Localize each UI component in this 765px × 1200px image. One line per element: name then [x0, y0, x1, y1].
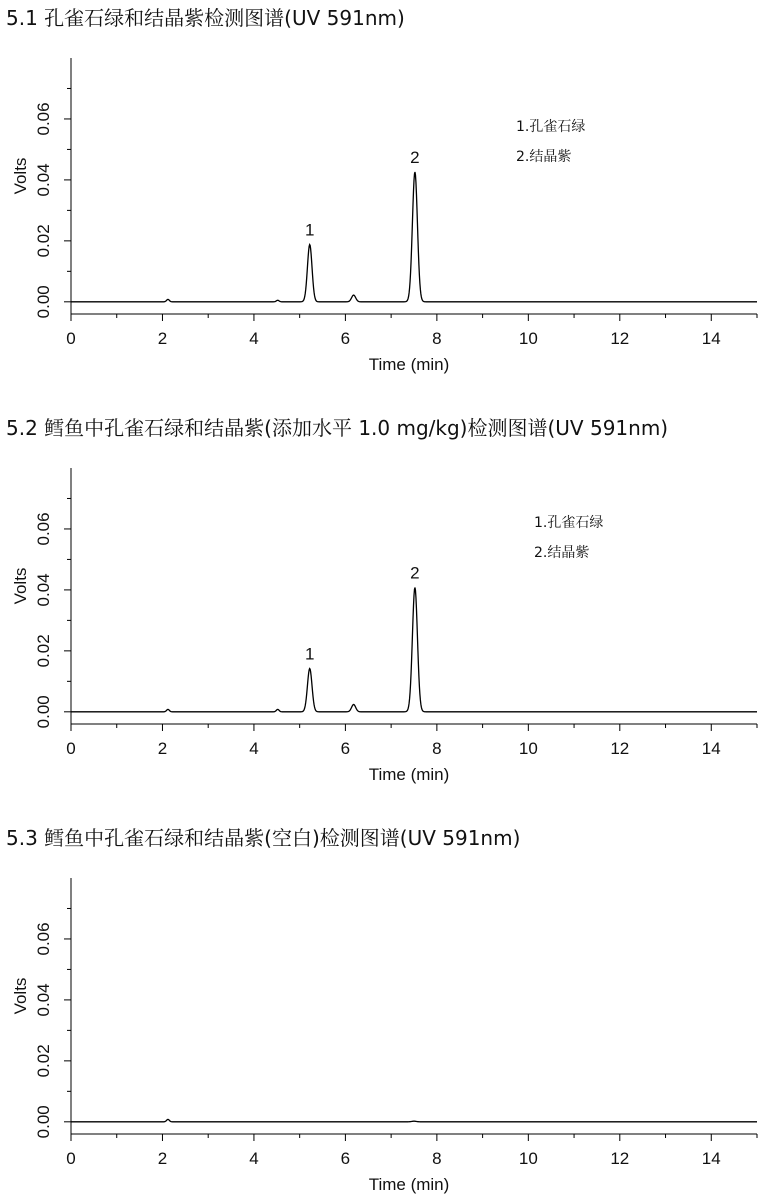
x-tick-label: 8 — [432, 1149, 442, 1168]
legend-item-malachite-green: 1.孔雀石绿 — [534, 515, 604, 531]
x-tick-label: 0 — [66, 329, 76, 348]
signal-trace — [71, 172, 757, 302]
x-axis-label: Time (min) — [368, 765, 450, 784]
x-axis-label: Time (min) — [368, 355, 450, 374]
x-tick-label: 10 — [518, 329, 538, 348]
y-tick-label: 0.00 — [34, 285, 53, 319]
y-tick-label: 0.04 — [34, 573, 53, 607]
x-tick-label: 2 — [157, 1149, 168, 1168]
peak-label: 1 — [304, 644, 315, 664]
x-tick-label: 14 — [701, 739, 721, 758]
chromatogram-chart — [0, 460, 765, 790]
y-tick-label: 0.02 — [34, 224, 53, 258]
y-axis-label: Volts — [11, 567, 30, 605]
signal-trace — [71, 588, 757, 712]
x-tick-label: 12 — [610, 739, 630, 758]
chromatogram-chart — [0, 50, 765, 380]
x-tick-label: 4 — [249, 329, 259, 348]
panel-title: 5.3 鳕鱼中孔雀石绿和结晶紫(空白)检测图谱(UV 591nm) — [6, 826, 521, 850]
x-tick-label: 6 — [340, 329, 351, 348]
y-tick-label: 0.04 — [34, 163, 53, 197]
x-tick-label: 4 — [249, 739, 259, 758]
panel-title: 5.2 鳕鱼中孔雀石绿和结晶紫(添加水平 1.0 mg/kg)检测图谱(UV 591nm) — [6, 416, 669, 440]
panel-title: 5.1 孔雀石绿和结晶紫检测图谱(UV 591nm) — [6, 6, 405, 30]
x-tick-label: 8 — [432, 739, 442, 758]
y-tick-label: 0.00 — [34, 695, 53, 729]
y-tick-label: 0.02 — [34, 1044, 53, 1078]
chromatogram-chart — [0, 870, 765, 1200]
y-tick-label: 0.06 — [34, 512, 53, 546]
legend — [534, 508, 603, 568]
x-tick-label: 10 — [518, 739, 538, 758]
x-tick-label: 6 — [340, 739, 351, 758]
y-axis-label: Volts — [11, 157, 30, 195]
x-tick-label: 2 — [157, 329, 168, 348]
y-tick-label: 0.02 — [34, 634, 53, 668]
x-tick-label: 12 — [610, 1149, 630, 1168]
peak-label: 2 — [410, 147, 420, 167]
x-tick-label: 4 — [249, 1149, 259, 1168]
y-tick-label: 0.06 — [34, 102, 53, 136]
signal-trace — [71, 1119, 757, 1121]
legend — [516, 112, 585, 172]
peak-label: 2 — [410, 563, 420, 583]
x-tick-label: 2 — [157, 739, 168, 758]
x-tick-label: 0 — [66, 1149, 76, 1168]
y-tick-label: 0.06 — [34, 922, 53, 956]
y-tick-label: 0.04 — [34, 983, 53, 1017]
x-tick-label: 12 — [610, 329, 630, 348]
x-tick-label: 6 — [340, 1149, 351, 1168]
x-tick-label: 14 — [701, 1149, 721, 1168]
legend-item-crystal-violet: 2.结晶紫 — [534, 545, 590, 561]
peak-label: 1 — [304, 220, 315, 240]
x-tick-label: 10 — [518, 1149, 538, 1168]
x-axis-label: Time (min) — [368, 1175, 450, 1194]
legend-item-malachite-green: 1.孔雀石绿 — [516, 119, 586, 135]
y-tick-label: 0.00 — [34, 1105, 53, 1139]
legend-item-crystal-violet: 2.结晶紫 — [516, 149, 572, 165]
x-tick-label: 14 — [701, 329, 721, 348]
y-axis-label: Volts — [11, 977, 30, 1015]
x-tick-label: 0 — [66, 739, 76, 758]
x-tick-label: 8 — [432, 329, 442, 348]
